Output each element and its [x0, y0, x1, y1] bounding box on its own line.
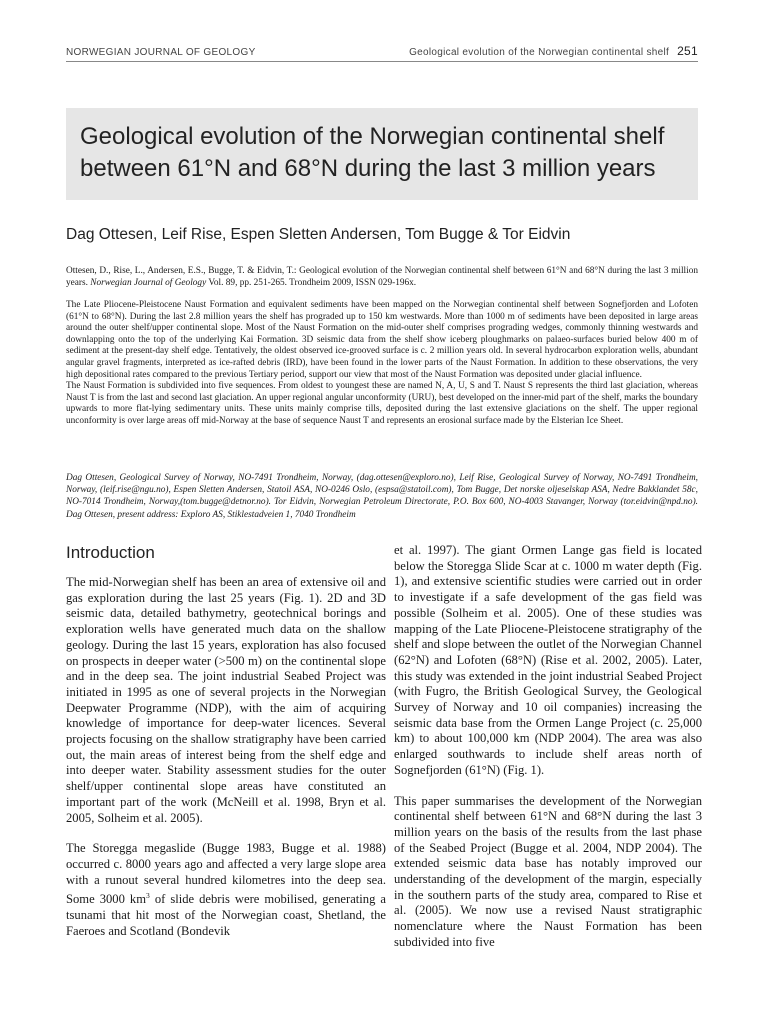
page-number: 251: [677, 44, 698, 58]
paragraph-text: The Storegga megaslide (Bugge 1983, Bugge et al. 1988) occurred c. 8000 years ago and affected a very large slope area with a runout several hundred kilometres into the deep sea. Some 3000 km: [66, 841, 386, 907]
running-head: [66, 44, 698, 58]
citation-journal: Norwegian Journal of Geology: [90, 278, 207, 289]
body-paragraph: This paper summarises the development of the Norwegian continental shelf between 61°N and 68°N during the last 3 million years on the basis of the results from the last phase of the Seabed Project (Bugge et al. 2004, NDP 2004). The extended seismic data base has notably improved our understanding of the development of the margin, especially in the southern parts of the study area, compared to Rise et al. (2005). We now use a revised Naust stratigraphic nomenclature where the Naust Formation has been subdivided into five: [394, 793, 702, 949]
citation-tail: Vol. 89, pp. 251-265. Trondheim 2009, ISSN 029-196x.: [206, 278, 417, 289]
author-list: Dag Ottesen, Leif Rise, Espen Sletten Andersen, Tom Bugge & Tor Eidvin: [66, 226, 571, 243]
affiliations: Dag Ottesen, Geological Survey of Norway, NO-7491 Trondheim, Norway, (dag.ottesen@exploro.no), Leif Rise, Geological Survey of Norway, NO-7491 Trondheim, Norway, (leif.rise@ngu.no), Espen Sletten Andersen, Statoil ASA, NO-0246 Oslo, (espsa@statoil.com), Tom Bugge, Det norske oljeselskap ASA, Nedre Bakklandet 58c, NO-7014 Trondheim, Norway,(tom.bugge@detnor.no). Tor Eidvin, Norwegian Petroleum Directorate, P.O. Box 600, NO-4003 Stavanger, Norway (tor.eidvin@npd.no). Dag Ottesen, present address: Exploro AS, Stiklestadveien 1, 7040 Trondheim: [66, 473, 698, 520]
running-head-right: [409, 44, 698, 58]
right-column: [394, 543, 702, 966]
citation-lead: Ottesen, D., Rise, L., Andersen, E.S., Bugge, T. & Eidvin, T.: Geological evolution of the Norwegian continental shelf between 61°N and 68°N during the last 3 million years.: [66, 266, 698, 289]
short-title: Geological evolution of the Norwegian continental shelf: [409, 47, 670, 58]
superscript: 3: [146, 891, 150, 901]
abstract-paragraph: The Late Pliocene-Pleistocene Naust Formation and equivalent sediments have been mapped on the Norwegian continental shelf between Sognefjorden and Lofoten (61°N to 68°N). During the last 2.8 million years the shelf has prograded up to 150 km westwards. More than 1000 m of sediments have been deposited in large areas around the outer shelf/upper continental slope. Most of the Naust Formation on the mid-outer shelf comprises prograding wedges, commonly thinning westwards and downlapping onto the top of the underlying Kai Formation. 3D seismic data from the shelf show iceberg ploughmarks on palaeo-surfaces buried below 400 m of sediment at the present-day shelf edge. Tentatively, the oldest observed ice-grooved surface is c. 2 million years old. In several hydrocarbon exploration wells, abundant angular gravel fragments, interpreted as ice-rafted debris (IRD), have been found in the lower parts of the Naust Formation. In addition to these observations, the very high depositional rates compared to the previous Tertiary period, support our view that most of the Naust Formation was deposited under glacial influence.: [66, 300, 698, 380]
body-paragraph: et al. 1997). The giant Ormen Lange gas field is located below the Storegga Slide Scar at c. 1000 m water depth (Fig. 1), and extensive scientific studies were carried out in order to investigate if a safe development of the gas field was possible (Solheim et al. 2005). One of these studies was mapping of the Late Pliocene-Pleistocene stratigraphy of the shelf and slope between the outlet of the Norwegian Channel (62°N) and Lofoten (68°N) (Rise et al. 2002, 2005). Later, this study was extended in the joint industrial Seabed Project (with Fugro, the British Geological Survey, the Geological Survey of Norway and 10 oil companies) increasing the seismic data base from the Ormen Lange Project (c. 25,000 km) to about 100,000 km (NDP 2004). The area was also enlarged southwards to include shelf areas north of Sognefjorden (61°N) (Fig. 1).: [394, 543, 702, 777]
section-heading: Introduction: [66, 543, 155, 562]
title-box: [66, 108, 698, 200]
abstract-paragraph: The Naust Formation is subdivided into five sequences. From oldest to youngest these are named N, A, U, S and T. Naust S represents the third last glaciation, whereas Naust T is from the last and second last glaciation. An upper regional angular unconformity (URU), best developed on the inner-mid part of the shelf, marks the boundary upwards to more flat-lying sedimentary units. These units mainly comprise tills, deposited during the last extensive glaciations on the shelf. The upper regional unconformity is over large areas off mid-Norway at the base of sequence Naust T and represents an erosional surface made by the Elsterian Ice Sheet.: [66, 381, 699, 426]
paragraph-text: of slide debris were mobilised, generating a tsunami that hit most of the Norwegian coast, Shetland, the Faeroes and Scotland (Bondevik: [66, 892, 387, 938]
body-paragraph: The mid-Norwegian shelf has been an area of extensive oil and gas exploration during the last 25 years (Fig. 1). 2D and 3D seismic data, detailed bathymetry, geotechnical borings and exploration wells have generated much data on the shallow geology. During the last 15 years, exploration has also focused on prospects in deeper water (>500 m) on the continental slope and in the deep sea. The joint industrial Seabed Project was initiated in 1995 as one of several projects in the Norwegian Deepwater Programme (NDP), with the aim of acquiring knowledge of importance for deep-water licences. Several projects focusing on the shallow stratigraphy have been carried out, the main areas of interest being from the shelf edge and into deeper water. Stability assessment studies for the outer shelf/upper continental slope areas have constituted an important part of the work (McNeill et al. 1998, Bryn et al. 2005, Solheim et al. 2005).: [66, 575, 386, 825]
journal-name: NORWEGIAN JOURNAL OF GEOLOGY: [66, 47, 256, 58]
article-title: Geological evolution of the Norwegian continental shelf between 61°N and 68°N during the last 3 million years: [80, 123, 665, 182]
left-column: [66, 540, 386, 955]
citation: [66, 265, 698, 290]
header-divider: [66, 61, 698, 62]
body-paragraph: [66, 841, 386, 939]
abstract: [66, 300, 698, 428]
